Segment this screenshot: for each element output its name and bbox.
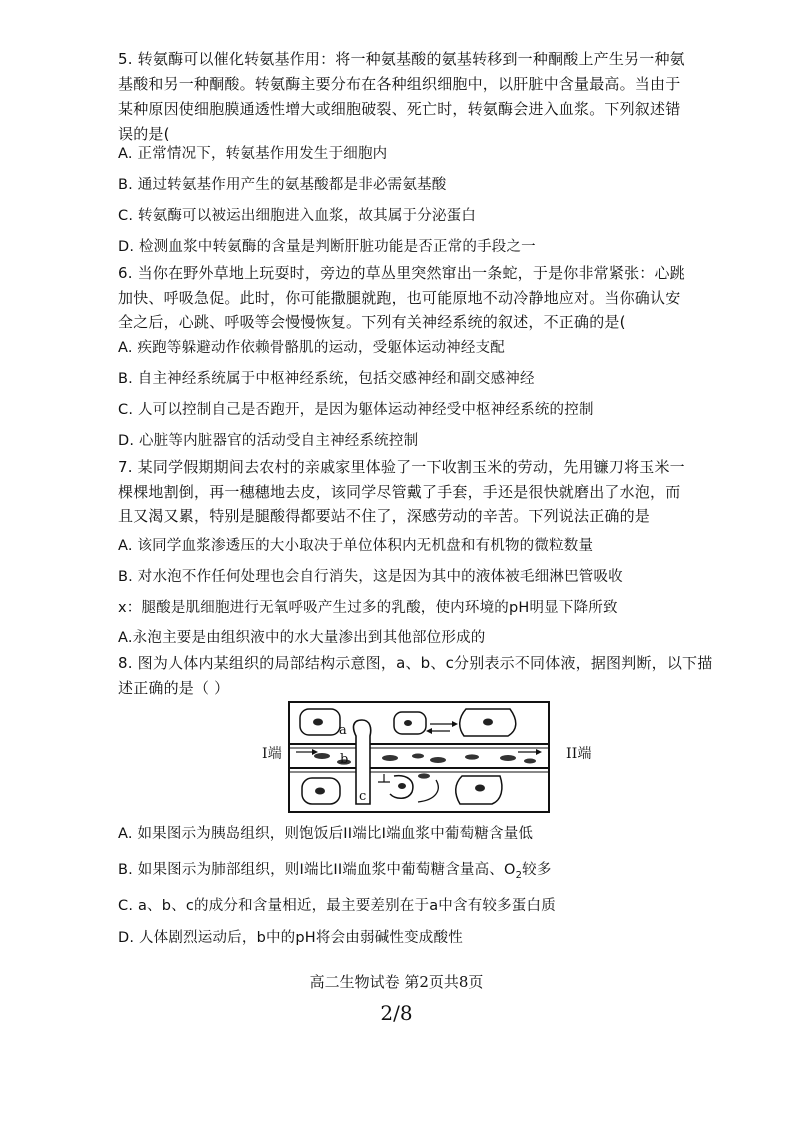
q6-stem-line-2: 加快、呼吸急促。此时，你可能撒腿就跑，也可能原地不动冷静地应对。当你确认安 (118, 289, 681, 307)
tissue-diagram-svg (286, 700, 566, 817)
q8-option-b-text: B. 如果图示为肺部组织，则I端比II端血浆中葡萄糖含量高、O (118, 862, 516, 878)
blood-cell-8 (524, 759, 536, 764)
q8-option-a: A. 如果图示为胰岛组织，则饱饭后II端比I端血浆中葡萄糖含量低 (118, 826, 534, 842)
q6-option-c: C. 人可以控制自己是否跑开，是因为躯体运动神经受中枢神经系统的控制 (118, 402, 594, 418)
figure-left-end-label: I端 (262, 746, 282, 762)
q6-stem-line-3: 全之后，心跳、呼吸等会慢慢恢复。下列有关神经系统的叙述，不正确的是( (118, 313, 626, 331)
blood-cell-6 (465, 754, 479, 759)
q5-stem-line-4: 误的是( (118, 125, 170, 143)
cell-nucleus-7 (475, 785, 485, 792)
page-footer-title: 高二生物试卷 第2页共8页 (309, 973, 484, 991)
q8-option-d: D. 人体剧烈运动后，b中的pH将会由弱碱性变成酸性 (118, 930, 463, 946)
tissue-structure-diagram (286, 700, 566, 817)
cell-nucleus-5 (398, 783, 406, 789)
q5-option-b: B. 通过转氨基作用产生的氨基酸都是非必需氨基酸 (118, 177, 447, 193)
q5-stem-line-3: 某种原因使细胞膜通透性增大或细胞破裂、死亡时，转氨酶会进入血浆。下列叙述错 (118, 100, 681, 118)
label-a: a (339, 723, 347, 738)
q8-option-c: C. a、b、c的成分和含量相近，最主要差别在于a中含有较多蛋白质 (118, 898, 556, 914)
q8-option-b-subscript: 2 (515, 869, 523, 881)
q8-stem-line-1: 8. 图为人体内某组织的局部结构示意图，a、b、c分别表示不同体液，据图判断，以下描 (118, 654, 713, 672)
q7-option-d: A.永泡主要是由组织液中的水大量渗出到其他部位形成的 (118, 630, 486, 646)
label-b: b (340, 752, 349, 767)
q7-stem-line-3: 且又渴又累，特别是腿酸得都要站不住了，深感劳动的辛苦。下列说法正确的是 (118, 507, 651, 525)
q7-stem-line-2: 棵棵地割倒，再一穗穗地去皮，该同学尽管戴了手套，手还是很快就磨出了水泡，而 (118, 483, 681, 501)
cell-nucleus-4 (315, 788, 325, 795)
blood-cell-5 (430, 757, 446, 763)
cell-nucleus-2 (404, 720, 412, 726)
blood-cell-4 (412, 754, 424, 759)
cell-nucleus-3 (483, 719, 493, 726)
q8-option-b (118, 859, 552, 887)
blood-cell-7 (500, 755, 516, 761)
q7-option-a: A. 该同学血浆渗透压的大小取决于单位体积内无机盘和有机物的微粒数量 (118, 538, 594, 554)
q7-option-b: B. 对水泡不作任何处理也会自行消失，这是因为其中的液体被毛细淋巴管吸收 (118, 569, 623, 585)
cell-nucleus-1 (313, 719, 323, 726)
blood-cell-3 (382, 755, 398, 761)
blood-cell-1 (314, 753, 330, 759)
figure-right-end-label: II端 (566, 746, 592, 762)
tissue-cell-6 (418, 780, 438, 802)
q5-option-d: D. 检测血浆中转氨酶的含量是判断肝脏功能是否正常的手段之一 (118, 239, 536, 255)
q8-option-b-tail: 较多 (522, 862, 552, 878)
q6-option-d: D. 心脏等内脏器官的活动受自主神经系统控制 (118, 433, 419, 449)
q7-stem-line-1: 7. 某同学假期期间去农村的亲戚家里体验了一下收割玉米的劳动，先用镰刀将玉米一 (118, 458, 685, 476)
page-number: 2/8 (380, 1001, 413, 1025)
blood-cell-9 (418, 773, 430, 778)
q8-stem-line-2: 述正确的是（ ） (118, 679, 230, 697)
q5-stem-line-2: 基酸和另一种酮酸。转氨酶主要分布在各种组织细胞中，以肝脏中含量最高。当由于 (118, 75, 681, 93)
q6-stem-line-1: 6. 当你在野外草地上玩耍时，旁边的草丛里突然窜出一条蛇，于是你非常紧张：心跳 (118, 264, 685, 282)
label-c: c (359, 789, 367, 804)
q6-option-b: B. 自主神经系统属于中枢神经系统，包括交感神经和副交感神经 (118, 371, 535, 387)
q5-stem-line-1: 5. 转氨酶可以催化转氨基作用：将一种氨基酸的氨基转移到一种酮酸上产生另一种氨 (118, 50, 685, 68)
q6-option-a: A. 疾跑等躲避动作依赖骨骼肌的运动，受躯体运动神经支配 (118, 340, 505, 356)
q5-option-c: C. 转氨酶可以被运出细胞进入血浆，故其属于分泌蛋白 (118, 208, 477, 224)
q7-option-c: x：腿酸是肌细胞进行无氧呼吸产生过多的乳酸，使内环境的pH明显下降所致 (118, 600, 618, 616)
q5-option-a: A. 正常情况下，转氨基作用发生于细胞内 (118, 146, 388, 162)
